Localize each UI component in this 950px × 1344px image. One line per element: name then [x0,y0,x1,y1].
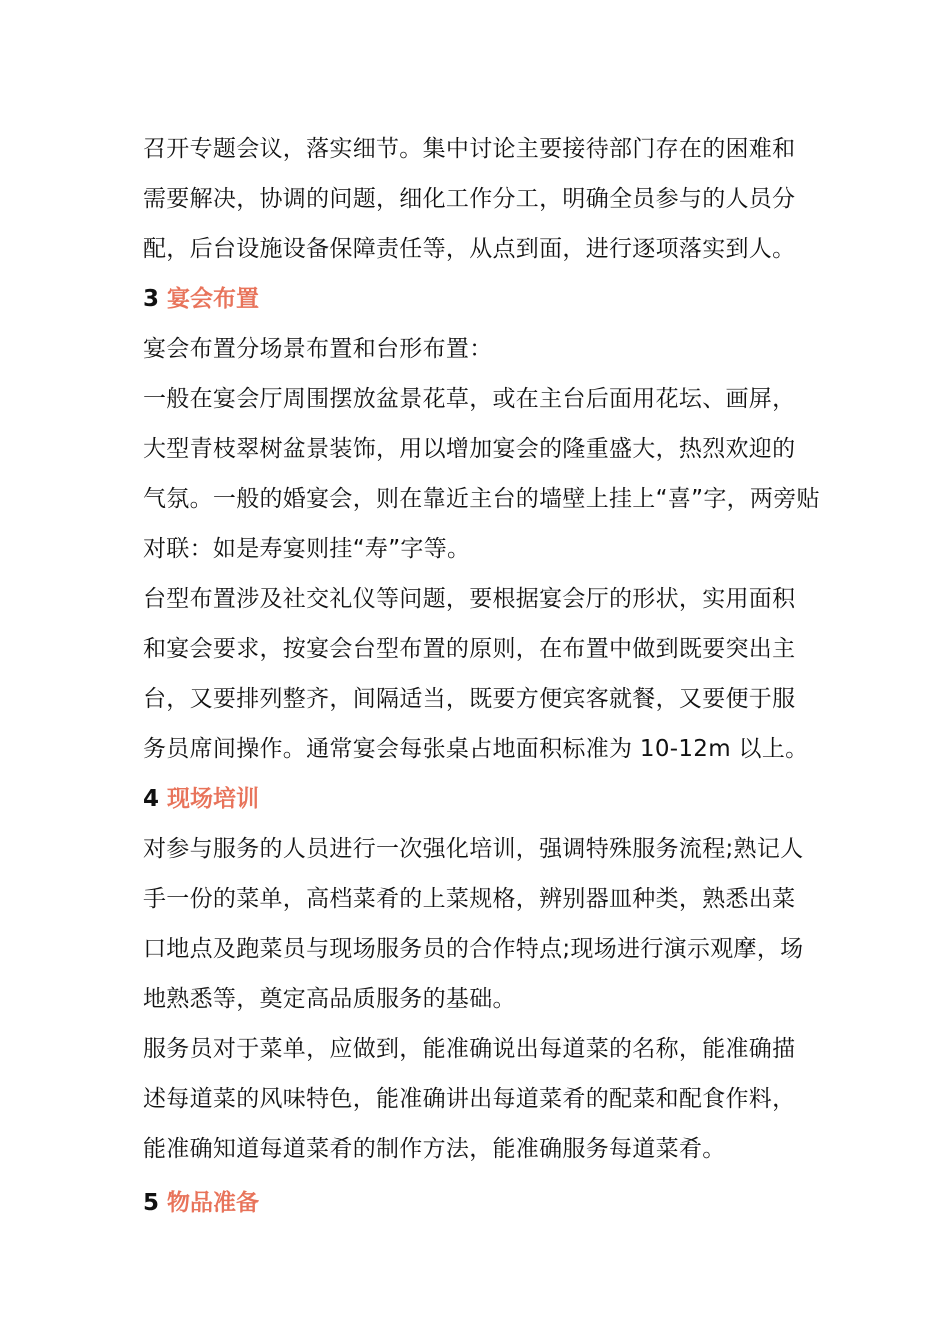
text-line: 需要解决，协调的问题，细化工作分工，明确全员参与的人员分 [143,186,796,212]
text-line: 大型青枝翠树盆景装饰，用以增加宴会的隆重盛大，热烈欢迎的 [143,436,796,462]
text-line: 召开专题会议，落实细节。集中讨论主要接待部门存在的困难和 [143,136,796,162]
text-line: 口地点及跑菜员与现场服务员的合作特点;现场进行演示观摩，场 [143,936,804,962]
text-line: 台型布置涉及社交礼仪等问题，要根据宴会厅的形状，实用面积 [143,586,796,612]
text-line: 和宴会要求，按宴会台型布置的原则，在布置中做到既要突出主 [143,636,796,662]
text-line: 对参与服务的人员进行一次强化培训，强调特殊服务流程;熟记人 [143,836,804,862]
section-title: 宴会布置 [167,286,260,312]
text-line: 地熟悉等，奠定高品质服务的基础。 [143,986,516,1012]
text-line: 气氛。一般的婚宴会，则在靠近主台的墙壁上挂上“喜”字，两旁贴 [143,486,820,512]
document-page [143,124,820,1228]
section-5-heading [143,1178,813,1228]
section-number: 5 [143,1190,160,1216]
section-title: 现场培训 [167,786,260,812]
section-3-paragraph-2 [143,374,820,574]
section-4-paragraph-2 [143,1024,813,1174]
section-3-paragraph-3 [143,574,813,774]
text-line: 务员席间操作。通常宴会每张桌占地面积标准为 10-12m 以上。 [143,736,809,762]
intro-paragraph [143,124,813,274]
section-number: 4 [143,786,160,812]
section-3-paragraph-1 [143,324,813,374]
text-line: 服务员对于菜单，应做到，能准确说出每道菜的名称，能准确描 [143,1036,796,1062]
text-line: 能准确知道每道菜肴的制作方法，能准确服务每道菜肴。 [143,1136,726,1162]
text-line: 台，又要排列整齐，间隔适当，既要方便宾客就餐，又要便于服 [143,686,796,712]
section-3-heading [143,274,813,324]
section-title: 物品准备 [167,1190,260,1216]
text-line: 宴会布置分场景布置和台形布置： [143,336,493,362]
section-4-heading [143,774,813,824]
text-line: 手一份的菜单，高档菜肴的上菜规格，辨别器皿种类，熟悉出菜 [143,886,796,912]
text-line: 对联：如是寿宴则挂“寿”字等。 [143,536,471,562]
section-4-paragraph-1 [143,824,813,1024]
text-line: 配，后台设施设备保障责任等，从点到面，进行逐项落实到人。 [143,236,796,262]
text-line: 述每道菜的风味特色，能准确讲出每道菜肴的配菜和配食作料， [143,1086,796,1112]
section-number: 3 [143,286,160,312]
text-line: 一般在宴会厅周围摆放盆景花草，或在主台后面用花坛、画屏， [143,386,796,412]
